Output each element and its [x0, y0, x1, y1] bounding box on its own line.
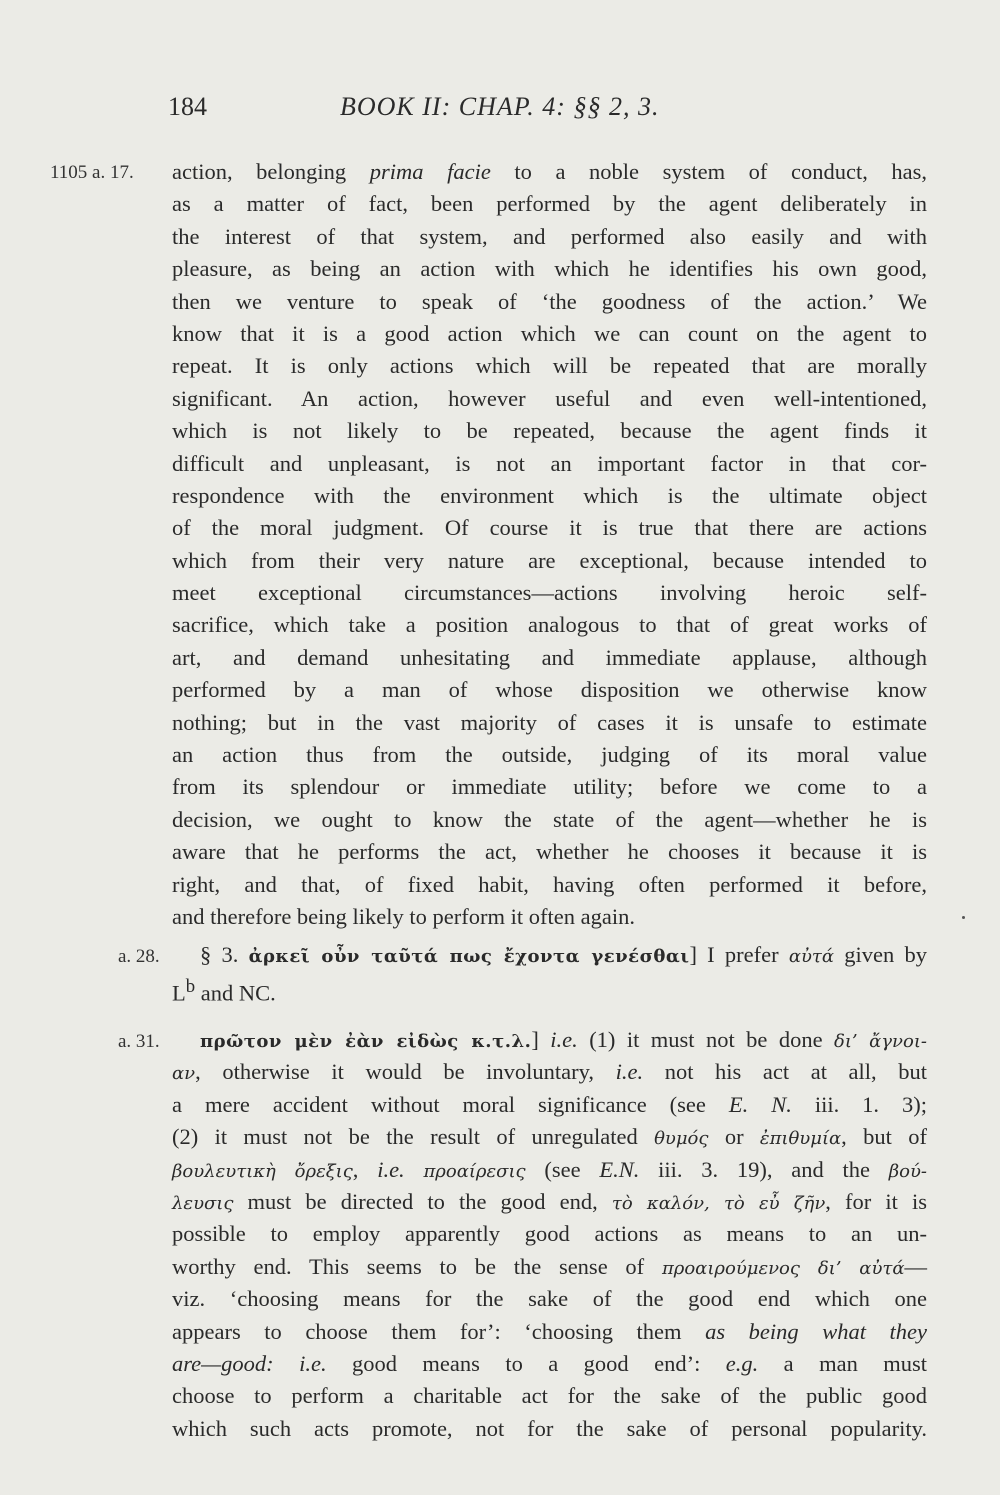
running-head: BOOK II: CHAP. 4: §§ 2, 3.	[340, 92, 660, 121]
text-line: nothing; but in the vast majority of cases it is unsafe to estimate	[172, 709, 927, 735]
greek-text: προαίρεσις	[423, 1160, 526, 1182]
text-line: are—good: i.e. good means to a good end’: e.g. a man must	[172, 1350, 928, 1376]
margin-reference-1105a17: 1105 a. 17.	[50, 162, 134, 183]
greek-text: προαιρούμενος δι’ αὐτά	[661, 1257, 905, 1279]
greek-lemma: ἀρκεῖ οὖν ταῦτά πως ἔχοντα γενέσθαι	[248, 946, 690, 967]
text-line: performed by a man of whose disposition we otherwise know	[172, 677, 927, 703]
latin-phrase: prima facie	[369, 159, 491, 184]
page-header	[168, 92, 748, 132]
greek-text: αν	[172, 1063, 196, 1085]
text-line: appears to choose them for’: ‘choosing them as being what they	[172, 1318, 928, 1344]
text-line: repeat. It is only actions which will be repeated that are morally	[172, 353, 927, 379]
text-line: pleasure, as being an action with which he identifies his own good,	[172, 256, 927, 282]
margin-reference-a28: a. 28.	[118, 946, 160, 967]
greek-text: αὐτά	[788, 946, 835, 967]
text-line: know that it is a good action which we can count on the agent to	[172, 320, 927, 346]
text-line: as a matter of fact, been performed by the agent deliberately in	[172, 191, 927, 217]
greek-text: λευσις	[172, 1192, 234, 1214]
text-line: significant. An action, however useful and even well-intentioned,	[172, 385, 927, 411]
text-line: αν, otherwise it would be involuntary, i.e. not his act at all, but	[172, 1059, 927, 1085]
text-line: which from their very nature are exceptional, because intended to	[172, 547, 927, 573]
margin-reference-a31: a. 31.	[118, 1031, 160, 1052]
greek-text: ἐπιθυμία	[759, 1128, 842, 1150]
commentary-paragraph-1	[172, 156, 927, 933]
text-line: βουλευτικὴ ὄρεξις, i.e. προαίρεσις (see E.N. iii. 3. 19), and the βού-	[172, 1156, 928, 1182]
text-line: which such acts promote, not for the sake of personal popularity.	[172, 1415, 927, 1441]
text-line: of the moral judgment. Of course it is true that there are actions	[172, 515, 927, 541]
text-line: which is not likely to be repeated, because the agent finds it	[172, 418, 927, 444]
commentary-paragraph-3	[172, 1024, 927, 1445]
text-line: and therefore being likely to perform it often again.	[172, 903, 635, 929]
greek-text: δι’ ἄγνοι-	[834, 1031, 927, 1052]
superscript: b	[185, 976, 196, 998]
text-line: difficult and unpleasant, is not an important factor in that cor-	[172, 450, 927, 476]
text-line: respondence with the environment which is the ultimate object	[172, 482, 927, 508]
text-line: worthy end. This seems to be the sense of προαιρούμενος δι’ αὐτά—	[172, 1253, 928, 1279]
greek-lemma: πρῶτον μὲν ἐὰν εἰδὼς κ.τ.λ.	[200, 1031, 532, 1052]
text-line: an action thus from the outside, judging of its moral value	[172, 742, 927, 768]
greek-text: βού-	[888, 1160, 928, 1182]
greek-text: θυμός	[654, 1128, 709, 1150]
paper-speck	[962, 916, 965, 919]
text-line: action, belonging prima facie to a noble system of conduct, has,	[172, 159, 928, 184]
text-line: viz. ‘choosing means for the sake of the good end which one	[172, 1286, 927, 1312]
text-line: sacrifice, which take a position analogous to that of great works of	[172, 612, 927, 638]
text-line: possible to employ apparently good actions as means to an un-	[172, 1221, 927, 1247]
text-line: from its splendour or immediate utility; before we come to a	[172, 774, 927, 800]
page-number: 184	[168, 92, 207, 121]
greek-text: τὸ καλόν, τὸ εὖ ζῆν	[611, 1192, 826, 1214]
text-line: then we venture to speak of ‘the goodness of the action.’ We	[172, 288, 927, 314]
text-line: the interest of that system, and performed also easily and with	[172, 223, 927, 249]
text-line: $L^b$ and NC.	[172, 976, 276, 1006]
text-line: right, and that, of fixed habit, having often performed it before,	[172, 871, 927, 897]
text-line: (2) it must not be the result of unregulated θυμός or ἐπιθυμία, but of	[172, 1124, 927, 1150]
text-line: aware that he performs the act, whether he chooses it because it is	[172, 839, 927, 865]
text-line: meet exceptional circumstances—actions involving heroic self-	[172, 580, 927, 606]
text-line: a mere accident without moral significance (see E. N. iii. 1. 3);	[172, 1091, 928, 1117]
text-line: λευσις must be directed to the good end, τὸ καλόν, τὸ εὖ ζῆν, for it is	[172, 1188, 927, 1214]
text-line: choose to perform a charitable act for the sake of the public good	[172, 1383, 927, 1409]
text-line: § 3. ἀρκεῖ οὖν ταῦτά πως ἔχοντα γενέσθαι] I prefer αὐτά given by	[200, 942, 927, 967]
commentary-paragraph-2	[172, 939, 927, 1004]
text-line: πρῶτον μὲν ἐὰν εἰδὼς κ.τ.λ.] i.e. (1) it must not be done δι’ ἄγνοι-	[200, 1027, 927, 1052]
greek-text: βουλευτικὴ ὄρεξις	[172, 1160, 353, 1182]
text-line: art, and demand unhesitating and immediate applause, although	[172, 644, 927, 670]
text-line: decision, we ought to know the state of the agent—whether he is	[172, 806, 927, 832]
